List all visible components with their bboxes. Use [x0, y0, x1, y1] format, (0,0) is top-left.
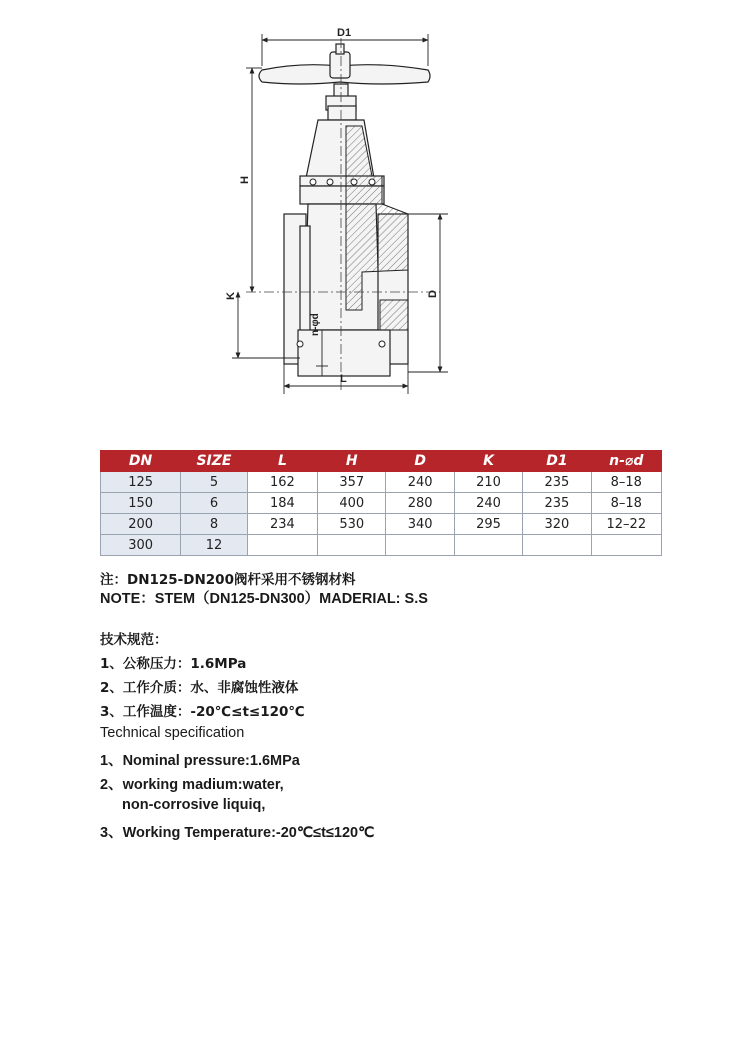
cell-k: 210 — [454, 472, 522, 493]
tech-cn-item: 2、工作介质：水、非腐蚀性液体 — [100, 680, 299, 696]
cell-k: 240 — [454, 493, 522, 514]
table-row — [101, 493, 662, 514]
cell-size: 5 — [181, 472, 248, 493]
cell-d1 — [523, 535, 591, 556]
cell-l: 234 — [247, 514, 317, 535]
label-l: L — [340, 373, 347, 385]
cell-dn: 150 — [101, 493, 181, 514]
cell-d: 340 — [386, 514, 454, 535]
label-h: H — [239, 176, 251, 184]
gate-valve-drawing — [0, 0, 730, 420]
cell-l: 162 — [247, 472, 317, 493]
tech-cn-item: 1、公称压力：1.6MPa — [100, 656, 247, 672]
cell-dn: 200 — [101, 514, 181, 535]
tech-en-item: non-corrosive liquiq, — [122, 797, 266, 813]
spec-table — [100, 450, 662, 556]
note-en: NOTE：STEM（DN125-DN300）MADERIAL: S.S — [100, 591, 428, 607]
header-dn: DN — [101, 451, 181, 472]
tech-cn-item: 3、工作温度：-20℃≤t≤120℃ — [100, 704, 305, 720]
tech-en-title: Technical specification — [100, 725, 245, 741]
header-l: L — [247, 451, 317, 472]
header-d1: D1 — [523, 451, 591, 472]
cell-size: 12 — [181, 535, 248, 556]
cell-n-phi-d: 8–18 — [591, 472, 661, 493]
cell-d1: 235 — [523, 472, 591, 493]
tech-en-item: 2、working madium:water, — [100, 777, 284, 793]
label-d1: D1 — [337, 27, 352, 39]
cell-l — [247, 535, 317, 556]
table-row — [101, 472, 662, 493]
table-row — [101, 514, 662, 535]
tech-cn-title: 技术规范： — [100, 632, 168, 648]
cell-k — [454, 535, 522, 556]
header-k: K — [454, 451, 522, 472]
flange-hatch — [380, 300, 408, 330]
header-d: D — [386, 451, 454, 472]
cell-dn: 300 — [101, 535, 181, 556]
cell-dn: 125 — [101, 472, 181, 493]
cell-h: 400 — [318, 493, 386, 514]
cell-n-phi-d: 12–22 — [591, 514, 661, 535]
cell-n-phi-d — [591, 535, 661, 556]
header-size: SIZE — [181, 451, 248, 472]
cell-n-phi-d: 8–18 — [591, 493, 661, 514]
cell-size: 6 — [181, 493, 248, 514]
label-d: D — [427, 290, 439, 298]
cell-d1: 235 — [523, 493, 591, 514]
label-n-phi-d: n-φd — [310, 313, 321, 336]
cell-d — [386, 535, 454, 556]
cell-d: 280 — [386, 493, 454, 514]
cell-h: 530 — [318, 514, 386, 535]
cell-size: 8 — [181, 514, 248, 535]
header-h: H — [318, 451, 386, 472]
note-cn: 注：DN125-DN200阀杆采用不锈钢材料 — [100, 572, 356, 588]
tech-en-item: 3、Working Temperature:-20℃≤t≤120℃ — [100, 825, 375, 841]
cell-d: 240 — [386, 472, 454, 493]
table-header-row — [101, 451, 662, 472]
label-k: K — [225, 292, 237, 300]
cell-l: 184 — [247, 493, 317, 514]
tech-en-item: 1、Nominal pressure:1.6MPa — [100, 753, 300, 769]
cell-h: 357 — [318, 472, 386, 493]
header-n-phi-d: n-⌀d — [591, 451, 661, 472]
cell-k: 295 — [454, 514, 522, 535]
cell-h — [318, 535, 386, 556]
cell-d1: 320 — [523, 514, 591, 535]
table-row — [101, 535, 662, 556]
